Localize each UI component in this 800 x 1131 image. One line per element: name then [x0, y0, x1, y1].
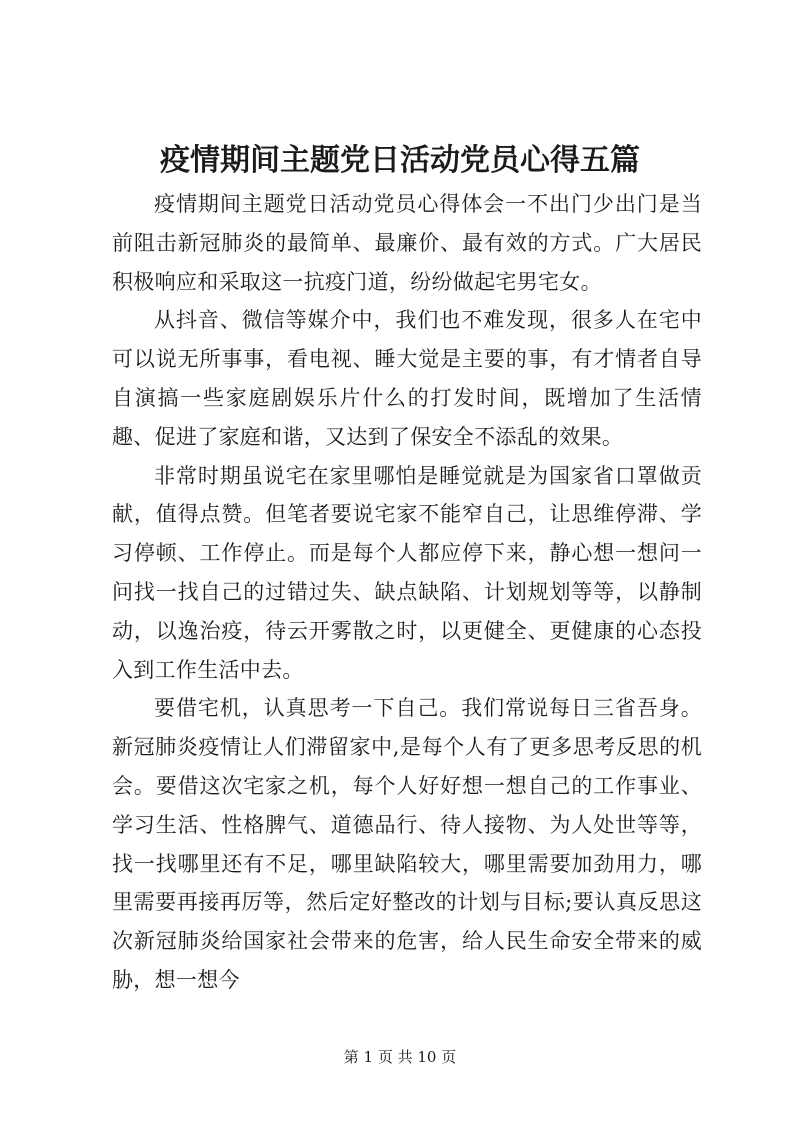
paragraph-4: 要借宅机，认真思考一下自己。我们常说每日三省吾身。新冠肺炎疫情让人们滞留家中,是每个人有了更多思考反思的机会。要借这次宅家之机，每个人好好想一想自己的工作事业、学习生活、性格脾气、道德品行、待人接物、为人处世等等，找一找哪里还有不足，哪里缺陷较大，哪里需要加劲用力，哪里需要再接再厉等，然后定好整改的计划与目标;要认真反思这次新冠肺炎给国家社会带来的危害，给人民生命安全带来的威胁，想一想今 [112, 696, 702, 992]
paragraph-2: 从抖音、微信等媒介中，我们也不难发现，很多人在宅中可以说无所事事，看电视、睡大觉是主要的事，有才情者自导自演搞一些家庭剧娱乐片什么的打发时间，既增加了生活情趣、促进了家庭和谐，又达到了保安全不添乱的效果。 [112, 308, 702, 449]
paragraph-1: 疫情期间主题党日活动党员心得体会一不出门少出门是当前阻击新冠肺炎的最简单、最廉价、最有效的方式。广大居民积极响应和采取这一抗疫门道，纷纷做起宅男宅女。 [112, 192, 702, 294]
document-title: 疫情期间主题党日活动党员心得五篇 [160, 143, 640, 178]
document-body [112, 185, 702, 1000]
paragraph-3: 非常时期虽说宅在家里哪怕是睡觉就是为国家省口罩做贡献，值得点赞。但笔者要说宅家不能窄自己，让思维停滞、学习停顿、工作停止。而是每个人都应停下来，静心想一想问一问找一找自己的过错过失、缺点缺陷、计划规划等等，以静制动，以逸治疫，待云开雾散之时，以更健全、更健康的心态投入到工作生活中去。 [112, 463, 702, 682]
page-number-footer: 第 1 页 共 10 页 [343, 1048, 457, 1066]
